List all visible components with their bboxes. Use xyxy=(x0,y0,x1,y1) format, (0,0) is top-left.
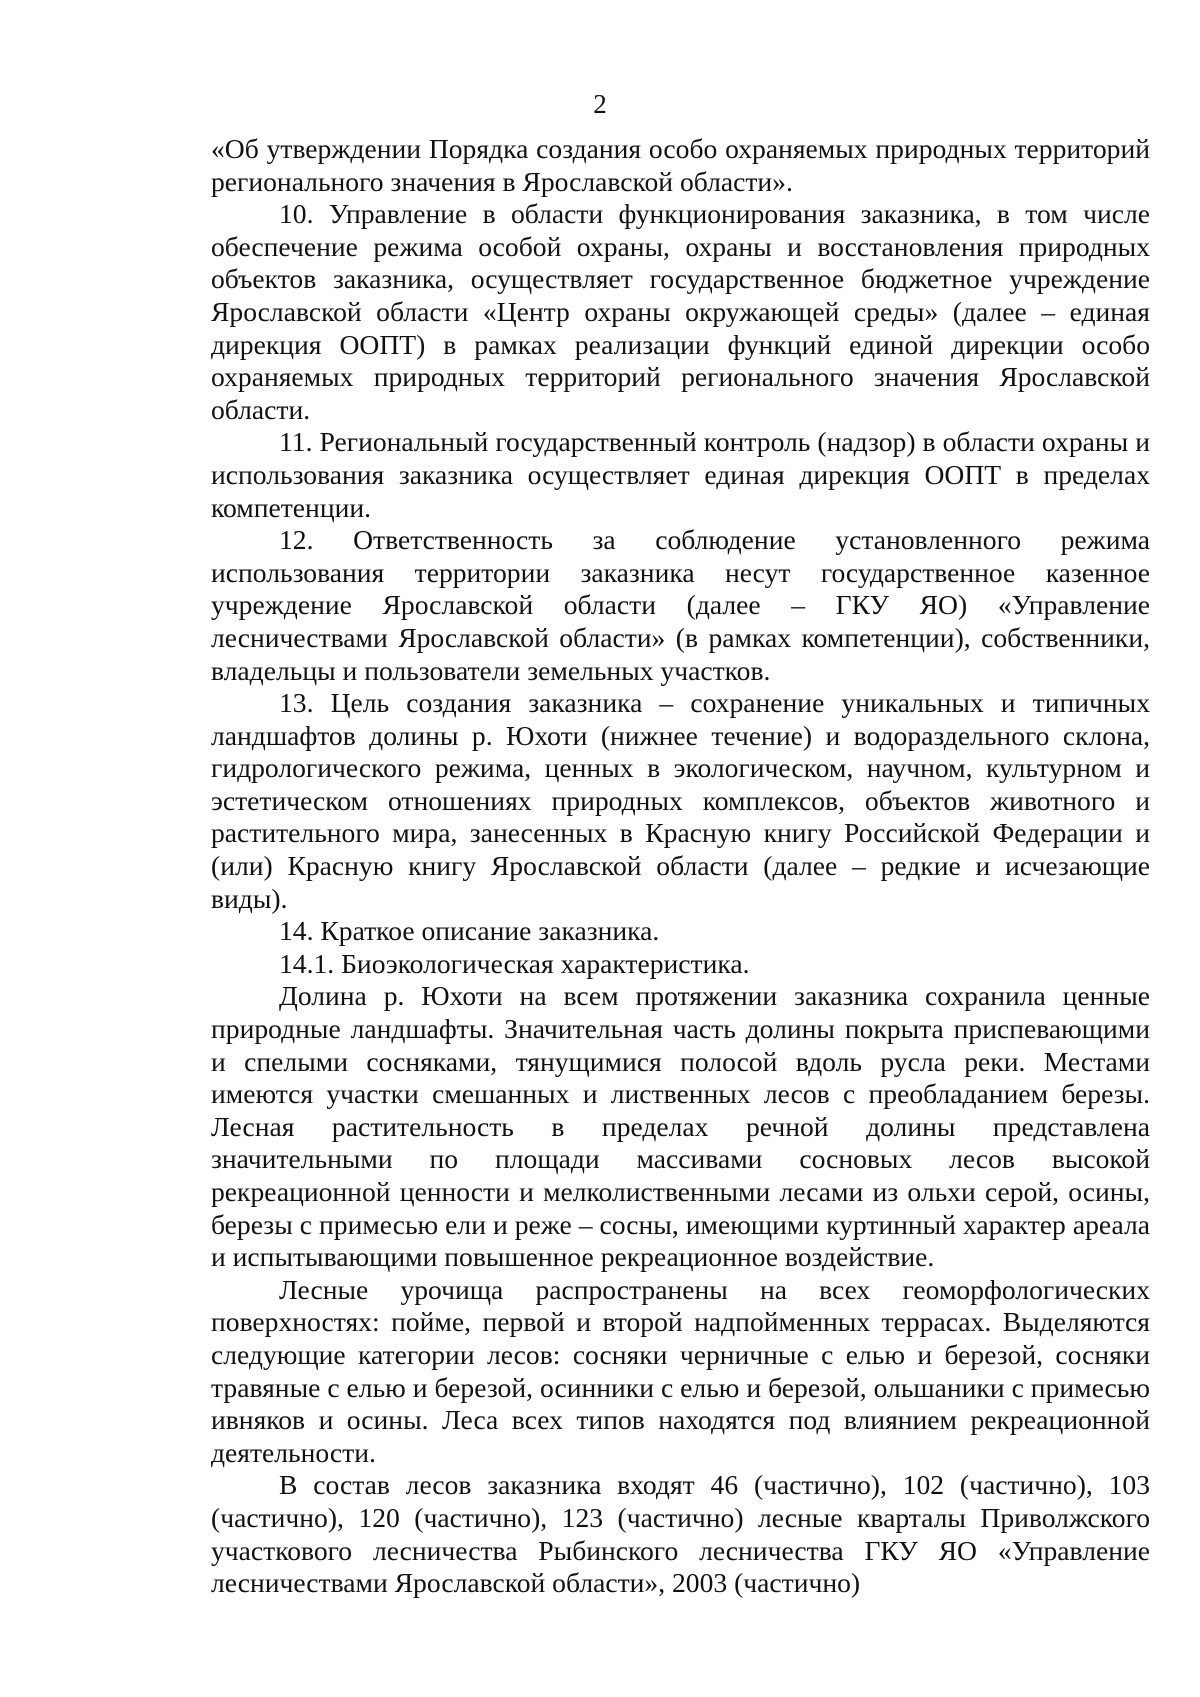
paragraph-11-control: 11. Региональный государственный контроль (надзор) в области охраны и использования заказника осуществляет единая дирекция ООПТ в пределах компетенции. xyxy=(211,426,1150,523)
page-number: 2 xyxy=(593,89,607,119)
paragraph-valley-landscapes: Долина р. Юхоти на всем протяжении заказника сохранила ценные природные ландшафты. Значительная часть долины покрыта приспевающими и спелыми сосняками, тянущимися полосой вдоль русла реки. Местами имеются участки смешанных и лиственных лесов с преобладанием березы. Лесная растительность в пределах речной долины представлена значительными по площади массивами сосновых лесов высокой рекреационной ценности и мелколиственными лесами из ольхи серой, осины, березы с примесью ели и реже – сосны, имеющими куртинный характер ареала и испытывающими повышенное рекреационное воздействие. xyxy=(211,980,1150,1273)
paragraph-13-purpose: 13. Цель создания заказника – сохранение уникальных и типичных ландшафтов долины р. Юхоти (нижнее течение) и водораздельного склона, гидрологического режима, ценных в экологическом, научном, культурном и эстетическом отношениях природных комплексов, объектов животного и растительного мира, занесенных в Красную книгу Российской Федерации и (или) Красную книгу Ярославской области (далее – редкие и исчезающие виды). xyxy=(211,687,1150,914)
paragraph-14-description-heading: 14. Краткое описание заказника. xyxy=(279,915,660,947)
paragraph-10-management: 10. Управление в области функционирования заказника, в том числе обеспечение режима особой охраны, охраны и восстановления природных объектов заказника, осуществляет государственное бюджетное учреждение Ярославской области «Центр охраны окружающей среды» (далее – единая дирекция ООПТ) в рамках реализации функций единой дирекции особо охраняемых природных территорий регионального значения Ярославской области. xyxy=(211,198,1150,425)
paragraph-14-1-heading: 14.1. Биоэкологическая характеристика. xyxy=(279,947,750,979)
paragraph-12-responsibility: 12. Ответственность за соблюдение установленного режима использования территории заказника несут государственное казенное учреждение Ярославской области (далее – ГКУ ЯО) «Управление лесничествами Ярославской области» (в рамках компетенции), собственники, владельцы и пользователи земельных участков. xyxy=(211,524,1150,686)
paragraph-forest-quarters: В состав лесов заказника входят 46 (частично), 102 (частично), 103 (частично), 120 (частично), 123 (частично) лесные кварталы Приволжского участкового лесничества Рыбинского лесничества ГКУ ЯО «Управление лесничествами Ярославской области», 2003 (частично) xyxy=(211,1469,1150,1599)
paragraph-forest-tracts: Лесные урочища распространены на всех геоморфологических поверхностях: пойме, первой и второй надпойменных террасах. Выделяются следующие категории лесов: сосняки черничные с елью и березой, сосняки травяные с елью и березой, осинники с елью и березой, ольшаники с примесью ивняков и осины. Леса всех типов находятся под влиянием рекреационной деятельности. xyxy=(211,1273,1150,1468)
paragraph-continuation: «Об утверждении Порядка создания особо охраняемых природных территорий регионального значения в Ярославской области». xyxy=(211,133,1150,197)
document-body xyxy=(211,133,1150,1600)
